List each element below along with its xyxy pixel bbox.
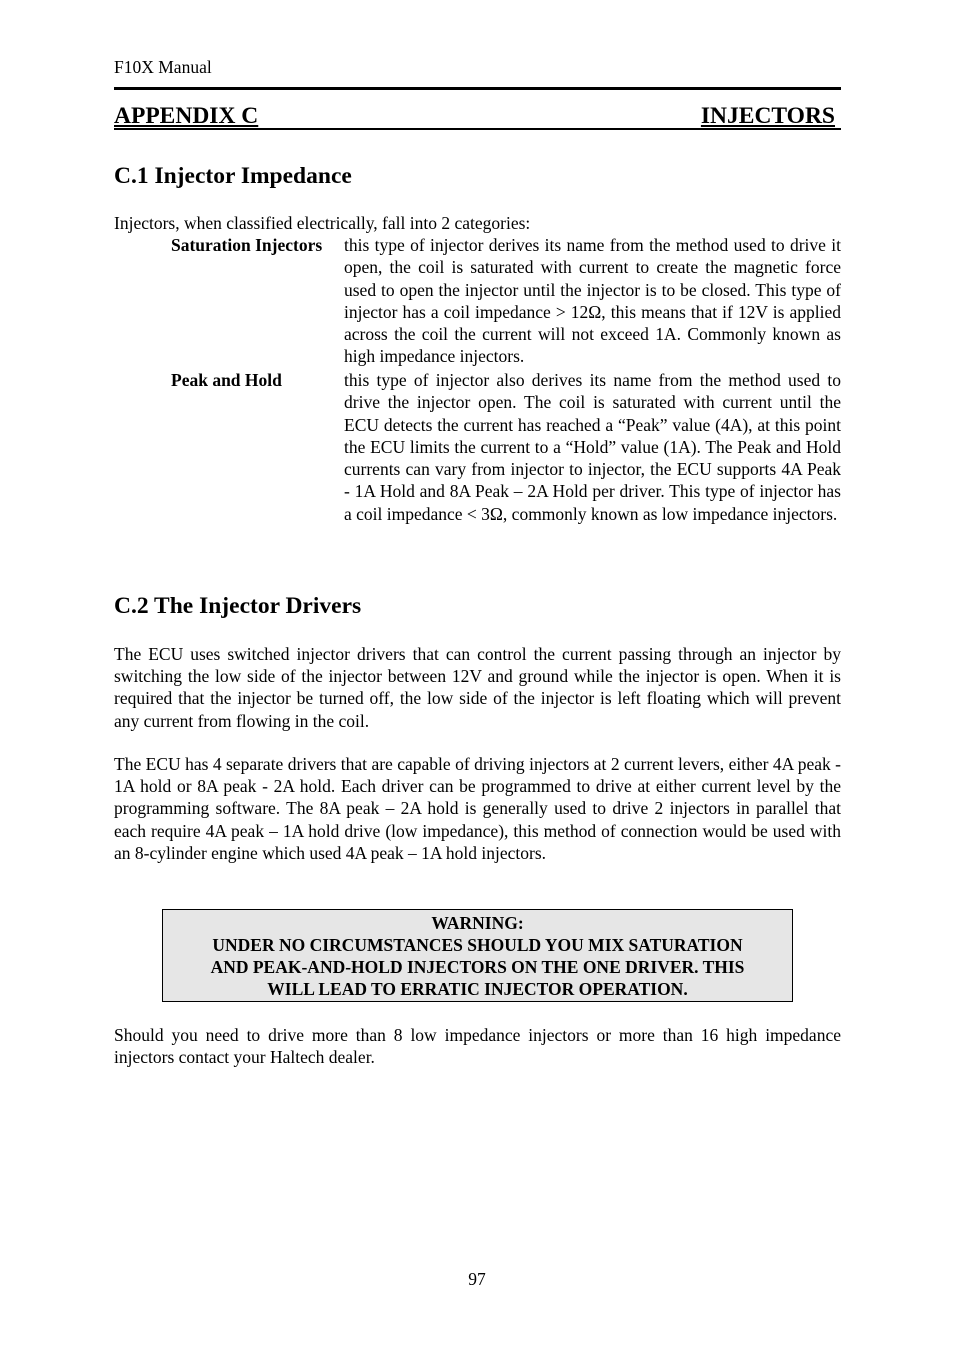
- paragraph-drivers-1: The ECU uses switched injector drivers that can control the current passing through an injector by switching the low side of the injector between 12V and ground while the injector is open. When it is required that the injector be turned off, the low side of the injector is left floating which will prevent any current from flowing in the coil.: [114, 644, 841, 731]
- section-heading-c1: C.1 Injector Impedance: [114, 163, 352, 189]
- running-header: F10X Manual: [114, 57, 212, 77]
- section-intro: Injectors, when classified electrically, fall into 2 categories:: [114, 213, 531, 233]
- paragraph-drivers-3: Should you need to drive more than 8 low impedance injectors or more than 16 high impedance injectors contact your Haltech dealer.: [114, 1025, 841, 1068]
- definition-peak-and-hold: this type of injector also derives its name from the method used to drive the injector open. The coil is saturated with current until the ECU detects the current has reached a “Peak” value (4A), at this point the ECU limits the current to a “Hold” value (1A). The Peak and Hold currents can vary from injector to injector, the ECU supports 4A Peak - 1A Hold and 8A Peak – 2A Hold per driver. This type of injector has a coil impedance < 3Ω, commonly known as low impedance injectors.: [344, 370, 841, 524]
- appendix-title-bar: [114, 102, 841, 130]
- paragraph-drivers-2: The ECU has 4 separate drivers that are capable of driving injectors at 2 current levers, either 4A peak - 1A hold or 8A peak - 2A hold. Each driver can be programmed to drive at either current level by the programming software. The 8A peak – 2A hold is generally used to drive 2 injectors in parallel that each require 4A peak – 1A hold drive (low impedance), this method of connection would be used with an 8-cylinder engine which used 4A peak – 1A hold injectors.: [114, 754, 841, 863]
- term-peak-and-hold: Peak and Hold: [171, 370, 282, 390]
- appendix-topic: INJECTORS: [700, 103, 835, 129]
- warning-line: WILL LEAD TO ERRATIC INJECTOR OPERATION.: [267, 979, 688, 999]
- warning-title: WARNING:: [431, 913, 524, 933]
- warning-line: AND PEAK-AND-HOLD INJECTORS ON THE ONE DRIVER. THIS: [210, 957, 745, 977]
- section-heading-c2: C.2 The Injector Drivers: [114, 593, 362, 619]
- definition-saturation-injectors: this type of injector derives its name from the method used to drive it open, the coil is saturated with current to create the magnetic force used to open the injector until the injector is to be closed. This type of injector has a coil impedance > 12Ω, this means that if 12V is applied across the coil the current will not exceed 1A. Commonly known as high impedance injectors.: [344, 235, 841, 367]
- term-saturation-injectors: Saturation Injectors: [171, 235, 323, 255]
- warning-box: [162, 909, 793, 1002]
- header-rule: [114, 87, 841, 90]
- warning-line: UNDER NO CIRCUMSTANCES SHOULD YOU MIX SATURATION: [212, 935, 743, 955]
- appendix-label: APPENDIX C: [114, 103, 259, 129]
- page-number: 97: [468, 1269, 486, 1289]
